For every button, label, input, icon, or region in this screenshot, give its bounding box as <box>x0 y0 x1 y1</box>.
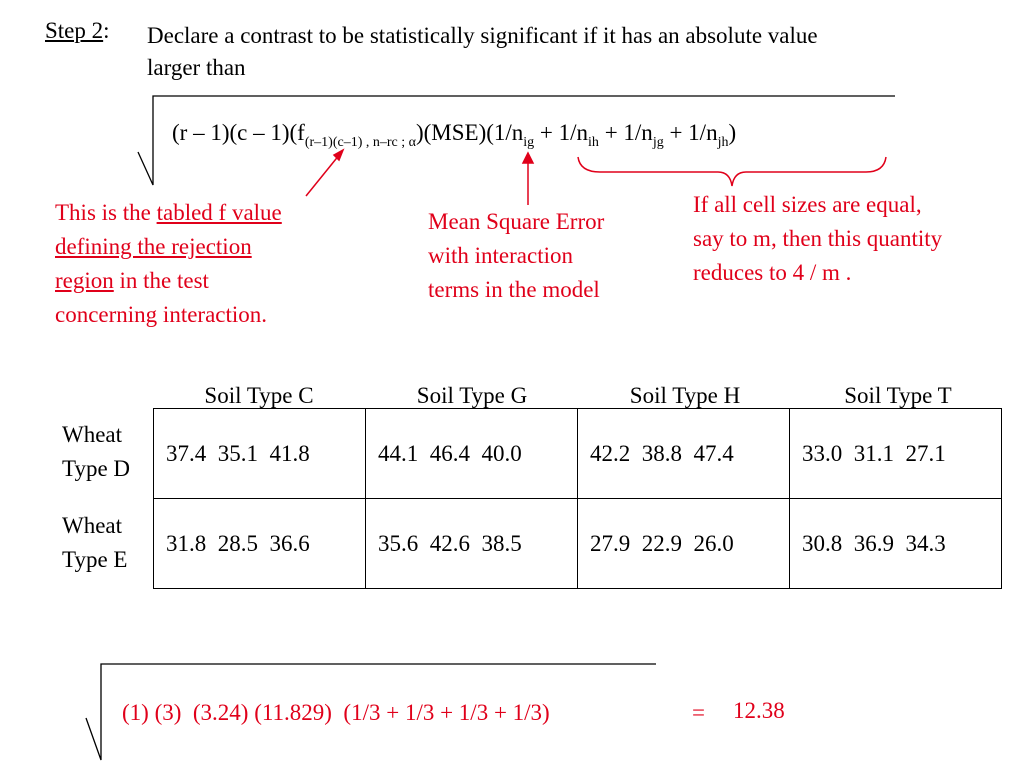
table-cell: 44.1 46.4 40.0 <box>366 409 578 499</box>
table-cell: 37.4 35.1 41.8 <box>154 409 366 499</box>
formula-sub: ih <box>588 135 599 150</box>
formula <box>172 120 737 150</box>
tabled-f-annotation: This is the tabled f value defining the rejection region in the test concerning interaction. <box>55 200 282 327</box>
arrow-mse-head <box>523 153 533 163</box>
row-header-e: Wheat Type E <box>62 513 128 572</box>
equal-sizes-annotation: If all cell sizes are equal, say to m, then this quantity reduces to 4 / m . <box>693 192 943 285</box>
formula-sub: ig <box>523 135 535 150</box>
formula-part: (r – 1)(c – 1)(f <box>172 120 305 145</box>
row-header-d: Wheat Type D <box>62 422 131 481</box>
col-header-c: Soil Type C <box>204 383 314 408</box>
step-label: Step 2: <box>45 18 110 43</box>
arrow-f-line <box>306 154 340 196</box>
table-cell: 35.6 42.6 38.5 <box>366 499 578 589</box>
formula-sub: jh <box>717 135 729 150</box>
formula-sub: jg <box>652 135 664 150</box>
table-row <box>154 409 1002 499</box>
formula-part: + 1/n <box>598 120 653 145</box>
calc-expression: (1) (3) (3.24) (11.829) (1/3 + 1/3 + 1/3 + 1/3) <box>122 700 550 725</box>
brace-equal-sizes <box>578 157 886 186</box>
formula-sub-f: (r–1)(c–1) , n–rc ; α <box>304 135 416 150</box>
arrow-f-head <box>334 150 343 160</box>
table-row <box>154 499 1002 589</box>
calc-equals: = <box>692 700 705 725</box>
col-header-h: Soil Type H <box>629 383 741 408</box>
declaration-line-1: Declare a contrast to be statistically significant if it has an absolute value <box>147 23 818 48</box>
table-cell: 42.2 38.8 47.4 <box>578 409 790 499</box>
formula-part: + 1/n <box>534 120 589 145</box>
mse-annotation: Mean Square Error with interaction terms in the model <box>428 209 605 302</box>
col-header-g: Soil Type G <box>416 383 528 408</box>
formula-part: + 1/n <box>663 120 718 145</box>
calc-result: 12.38 <box>733 698 785 723</box>
table-cell: 30.8 36.9 34.3 <box>790 499 1002 589</box>
table-cell: 33.0 31.1 27.1 <box>790 409 1002 499</box>
formula-part: ) <box>728 120 737 145</box>
col-header-t: Soil Type T <box>844 383 952 408</box>
declaration-line-2: larger than <box>147 55 246 80</box>
table-cell: 27.9 22.9 26.0 <box>578 499 790 589</box>
table-cell: 31.8 28.5 36.6 <box>154 499 366 589</box>
formula-part: )(MSE)(1/n <box>415 120 524 145</box>
data-table <box>153 408 1002 589</box>
